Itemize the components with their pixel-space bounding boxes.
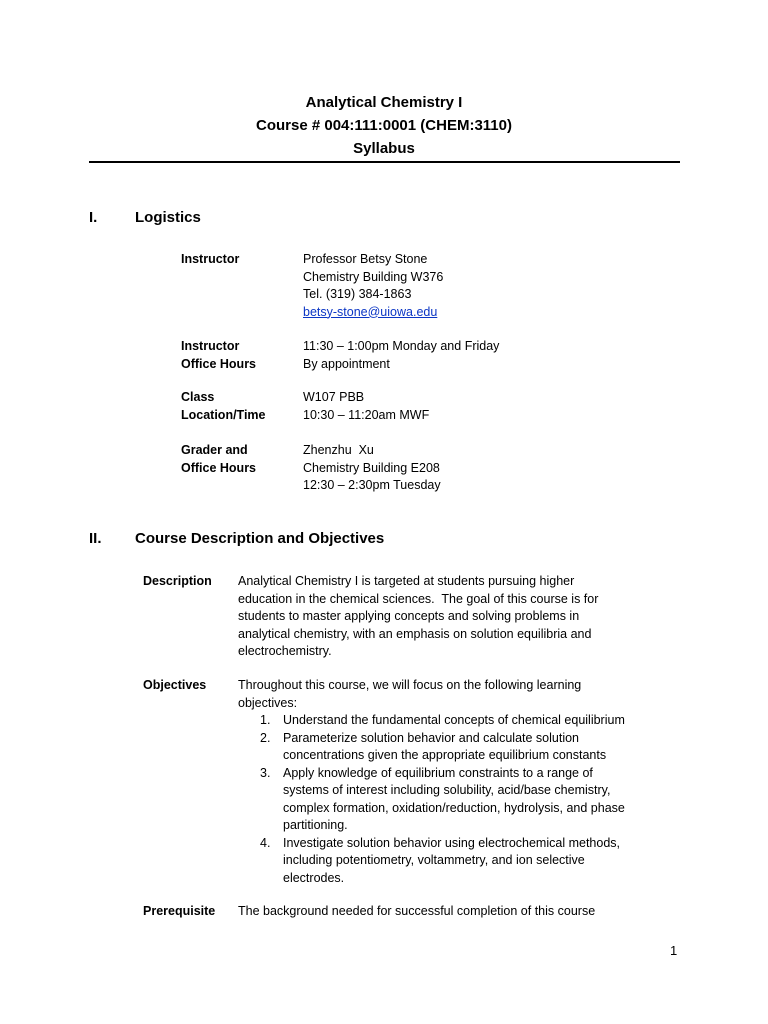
instructor-label: Instructor xyxy=(181,252,240,266)
description-line: analytical chemistry, with an emphasis on solution equilibria and xyxy=(238,626,592,641)
objectives-intro-line: Throughout this course, we will focus on the following learning xyxy=(238,678,582,692)
description-line: electrochemistry. xyxy=(238,644,332,658)
list-item xyxy=(238,765,648,835)
document-subtitle: Syllabus xyxy=(353,140,415,157)
instructor-office: Chemistry Building W376 xyxy=(303,269,444,284)
prerequisite-label: Prerequisite xyxy=(143,904,216,918)
description-text xyxy=(238,573,628,661)
list-item-text: Understand the fundamental concepts of chemical equilibrium xyxy=(283,713,625,727)
section-number: II. xyxy=(89,530,102,547)
page-number: 1 xyxy=(670,943,678,958)
prerequisite-text: The background needed for successful completion of this course xyxy=(238,904,596,918)
grader-label xyxy=(181,442,256,477)
list-item-text: Parameterize solution behavior and calculate solution xyxy=(283,730,580,745)
grader-label-line1: Grader and xyxy=(181,443,248,457)
list-item xyxy=(238,730,648,765)
objectives-intro-line: objectives: xyxy=(238,695,298,710)
objectives-list xyxy=(238,712,648,887)
grader-info xyxy=(303,442,441,495)
list-item-text: concentrations given the appropriate equilibrium constants xyxy=(283,748,607,762)
list-item-text: Apply knowledge of equilibrium constraints to a range of xyxy=(283,765,593,780)
list-item-text: Investigate solution behavior using electrochemical methods, xyxy=(283,835,620,850)
office-hours-label-line2: Office Hours xyxy=(181,356,257,371)
list-item xyxy=(238,835,648,888)
description-line: education in the chemical sciences. The goal of this course is for xyxy=(238,591,599,606)
list-item-number: 1. xyxy=(260,713,271,727)
instructor-phone: Tel. (319) 384-1863 xyxy=(303,287,412,301)
list-item-text: partitioning. xyxy=(283,818,348,832)
list-item-number: 2. xyxy=(260,730,271,745)
objectives-label: Objectives xyxy=(143,678,207,692)
list-item-text: systems of interest including solubility, acid/base chemistry, xyxy=(283,783,611,797)
description-line: Analytical Chemistry I is targeted at students pursuing higher xyxy=(238,574,575,588)
list-item-text: complex formation, oxidation/reduction, hydrolysis, and phase xyxy=(283,800,625,815)
header-rule xyxy=(89,161,680,163)
grader-office: Chemistry Building E208 xyxy=(303,460,440,475)
class-label xyxy=(181,389,266,424)
list-item-text: including potentiometry, voltammetry, and ion selective xyxy=(283,853,585,867)
section-title-logistics: Logistics xyxy=(135,209,201,226)
office-hours-info xyxy=(303,338,499,373)
class-info xyxy=(303,389,429,424)
grader-name: Zhenzhu Xu xyxy=(303,443,374,457)
office-hours-time: 11:30 – 1:00pm Monday and Friday xyxy=(303,339,500,353)
grader-hours: 12:30 – 2:30pm Tuesday xyxy=(303,478,441,492)
instructor-email-link[interactable]: betsy-stone@uiowa.edu xyxy=(303,304,438,319)
description-label: Description xyxy=(143,574,212,588)
class-room: W107 PBB xyxy=(303,390,365,404)
list-item-number: 4. xyxy=(260,835,271,850)
list-item xyxy=(238,712,648,730)
course-number: Course # 004:111:0001 (CHEM:3110) xyxy=(256,117,512,134)
instructor-name: Professor Betsy Stone xyxy=(303,252,428,266)
instructor-info xyxy=(303,251,443,321)
grader-label-line2: Office Hours xyxy=(181,460,257,475)
section-title-description: Course Description and Objectives xyxy=(135,530,385,547)
list-item-number: 3. xyxy=(260,765,271,780)
section-number: I. xyxy=(89,209,98,226)
office-hours-label xyxy=(181,338,256,373)
description-line: students to master applying concepts and solving problems in xyxy=(238,609,580,623)
document-title: Analytical Chemistry I xyxy=(305,94,463,111)
class-time: 10:30 – 11:20am MWF xyxy=(303,407,430,422)
objectives-intro xyxy=(238,677,628,712)
list-item-text: electrodes. xyxy=(283,870,345,885)
office-hours-note: By appointment xyxy=(303,356,390,371)
class-label-line2: Location/Time xyxy=(181,407,266,422)
office-hours-label-line1: Instructor xyxy=(181,339,240,353)
class-label-line1: Class xyxy=(181,390,215,404)
